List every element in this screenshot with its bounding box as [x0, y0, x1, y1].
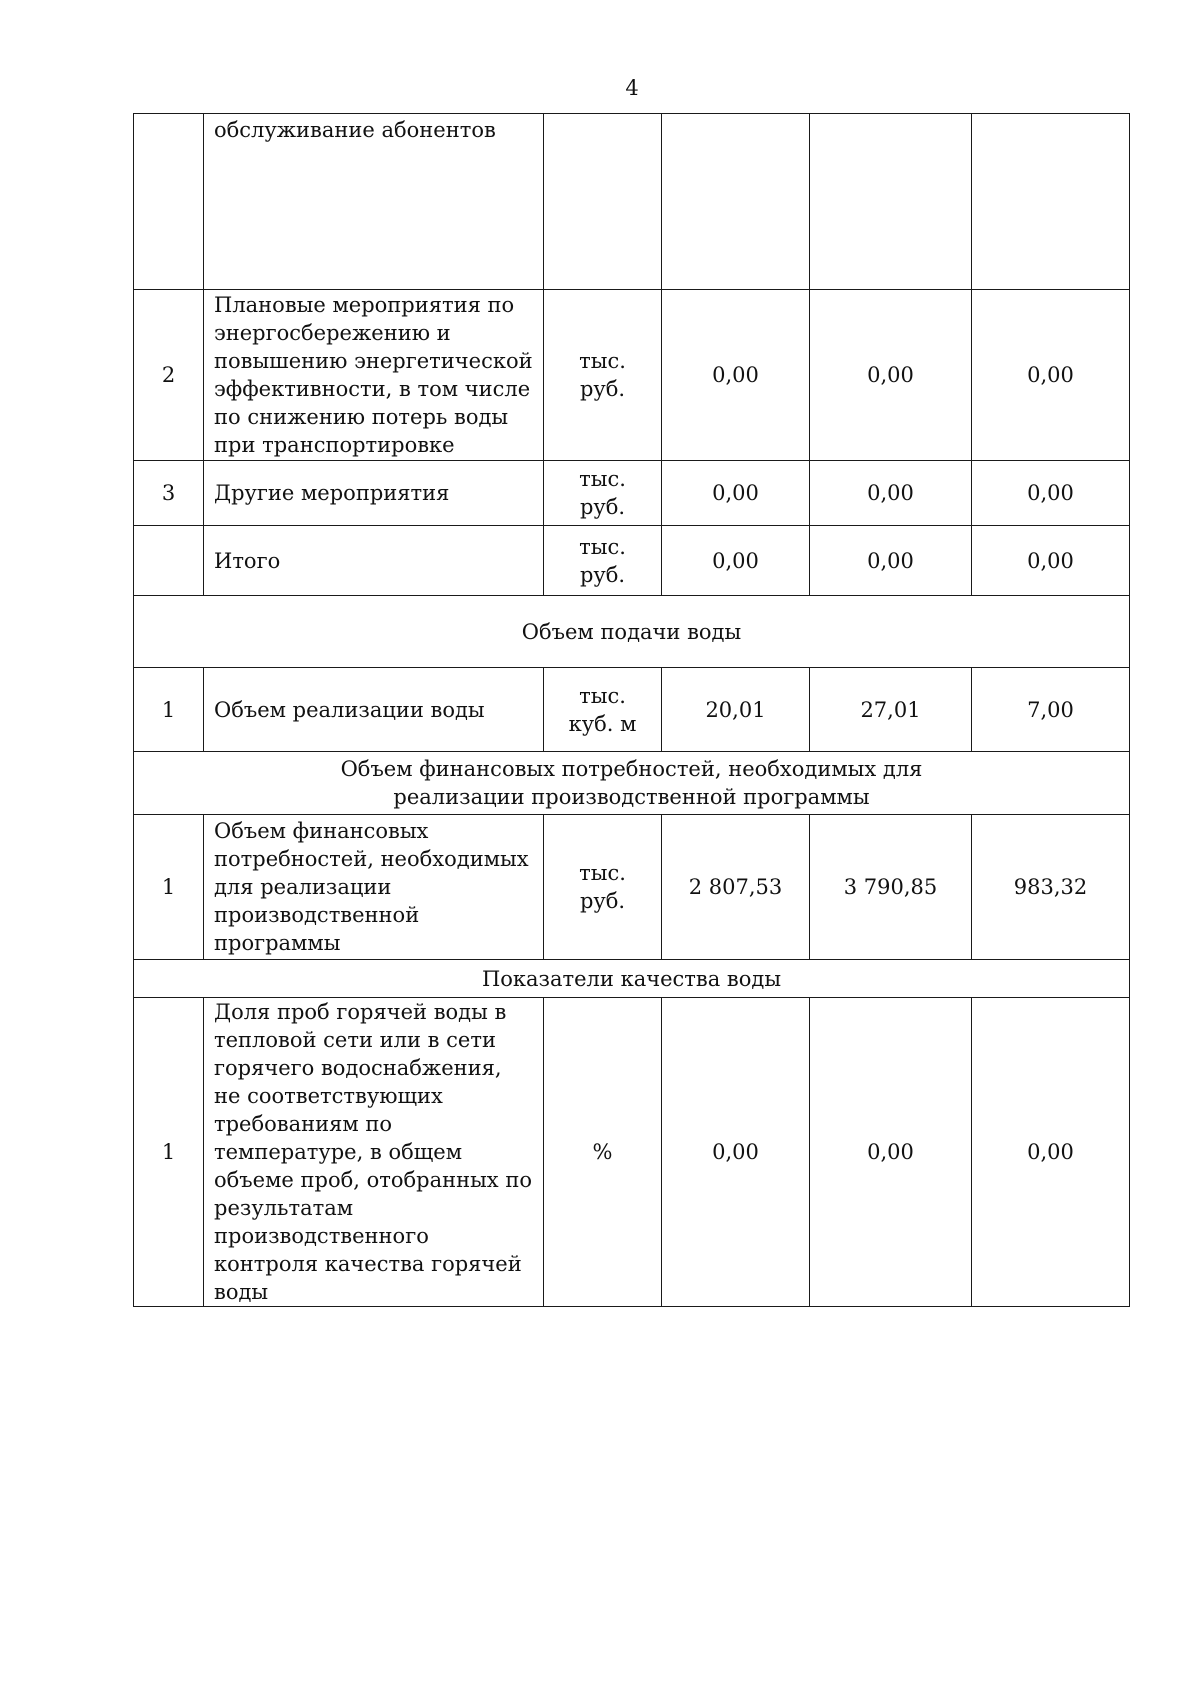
row-value-1: 0,00: [662, 998, 810, 1307]
row-unit: тыс. руб.: [544, 526, 662, 596]
row-value-3: 0,00: [972, 998, 1130, 1307]
row-unit: тыс. руб.: [544, 461, 662, 526]
row-name: Объем финансовых потребностей, необходимых для реализации производственной программы: [204, 815, 544, 960]
row-value-3: 7,00: [972, 668, 1130, 752]
row-value-1: [662, 114, 810, 290]
row-number: 1: [134, 815, 204, 960]
section-header-row: [134, 752, 1130, 815]
row-number: 3: [134, 461, 204, 526]
row-value-1: 2 807,53: [662, 815, 810, 960]
row-number: 1: [134, 998, 204, 1307]
section-header-row: [134, 596, 1130, 668]
table-row: [134, 290, 1130, 461]
table-row: [134, 461, 1130, 526]
row-value-2: 3 790,85: [810, 815, 972, 960]
row-unit: [544, 114, 662, 290]
row-value-2: 0,00: [810, 526, 972, 596]
row-name: Плановые мероприятия по энергосбережению и повышению энергетической эффективности, в том числе по снижению потерь воды при транспортировке: [204, 290, 544, 461]
row-value-1: 0,00: [662, 290, 810, 461]
table-row: [134, 998, 1130, 1307]
row-value-3: 0,00: [972, 290, 1130, 461]
row-name: обслуживание абонентов: [204, 114, 544, 290]
row-unit: тыс. руб.: [544, 290, 662, 461]
report-table: [133, 113, 1130, 1307]
row-value-3: [972, 114, 1130, 290]
row-value-2: [810, 114, 972, 290]
row-value-2: 0,00: [810, 461, 972, 526]
page-number: 4: [625, 76, 639, 100]
row-name: Другие мероприятия: [204, 461, 544, 526]
row-value-1: 0,00: [662, 526, 810, 596]
row-value-1: 0,00: [662, 461, 810, 526]
row-number: [134, 114, 204, 290]
row-value-2: 0,00: [810, 998, 972, 1307]
row-name: Итого: [204, 526, 544, 596]
table-row: [134, 114, 1130, 290]
table-row: [134, 815, 1130, 960]
table-row-total: [134, 526, 1130, 596]
table-row: [134, 668, 1130, 752]
row-value-2: 0,00: [810, 290, 972, 461]
row-unit: %: [544, 998, 662, 1307]
row-value-3: 0,00: [972, 526, 1130, 596]
row-value-2: 27,01: [810, 668, 972, 752]
row-unit: тыс. руб.: [544, 815, 662, 960]
row-number: [134, 526, 204, 596]
section-title: Показатели качества воды: [134, 960, 1130, 998]
row-value-3: 0,00: [972, 461, 1130, 526]
section-title: Объем финансовых потребностей, необходимых для реализации производственной программы: [134, 752, 1130, 815]
row-number: 1: [134, 668, 204, 752]
row-value-1: 20,01: [662, 668, 810, 752]
row-value-3: 983,32: [972, 815, 1130, 960]
section-header-row: [134, 960, 1130, 998]
row-number: 2: [134, 290, 204, 461]
row-unit: тыс. куб. м: [544, 668, 662, 752]
row-name: Объем реализации воды: [204, 668, 544, 752]
row-name: Доля проб горячей воды в тепловой сети или в сети горячего водоснабжения, не соответствующих требованиям по температуре, в общем объеме проб, отобранных по результатам производственного контроля качества горячей воды: [204, 998, 544, 1307]
section-title: Объем подачи воды: [134, 596, 1130, 668]
